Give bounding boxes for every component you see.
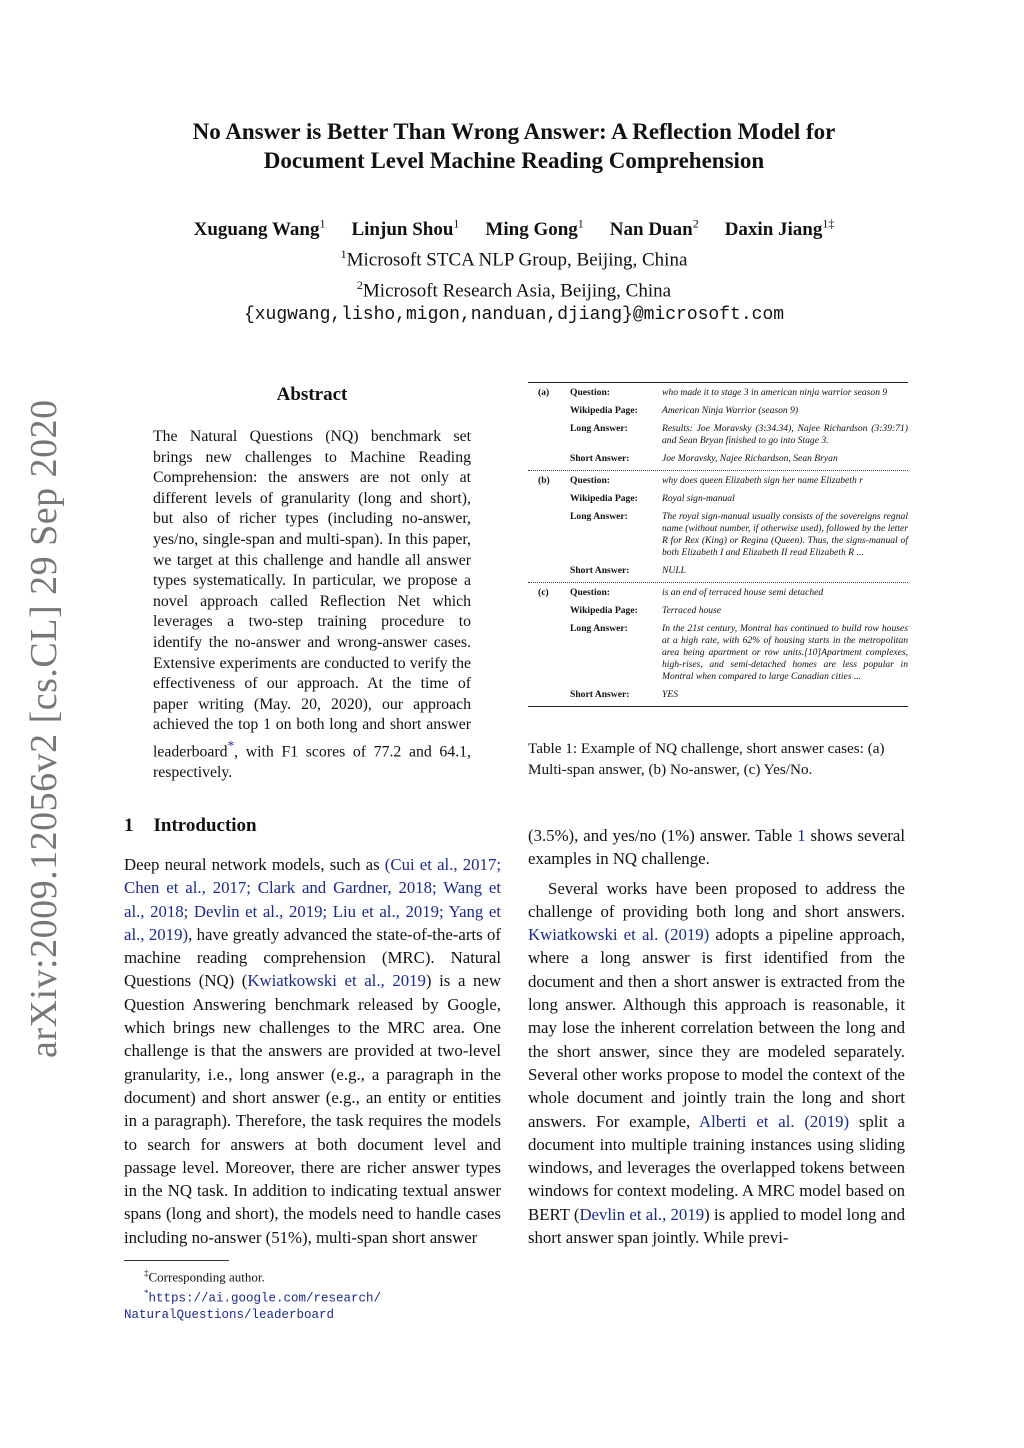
footnote-divider [124,1260,229,1261]
table-row [528,605,908,617]
table-row [528,423,908,447]
row-value: Terraced house [662,605,722,616]
intro-paragraph-2 [528,877,905,1250]
row-key: Question: [570,475,610,486]
table-example [528,470,908,582]
row-value: Results: Joe Moravsky (3:34.34), Najee Richardson (3:39:71) and Sean Bryan finished to go into Stage 3. [662,423,908,446]
citation-link[interactable]: (Cui et al., 2017; Chen et al., 2017; Clark and Gardner, 2018; Wang et al., 2018; Devlin et al., 2019; Liu et al., 2019; Yang et al., 2019) [124,855,501,944]
body-text: ) is applied to model long and short answer span jointly. While previ- [528,1204,905,1248]
table-bottom-rule [528,706,908,707]
citation-link[interactable]: Kwiatkowski et al., 2019 [247,971,426,991]
intro-paragraph-1 [124,853,501,1249]
paper-title [100,117,928,175]
intro-left-column [124,853,501,1249]
arxiv-identifier: arXiv:2009.12056v2 [cs.CL] 29 Sep 2020 [23,399,65,1058]
row-key: Wikipedia Page: [570,605,638,616]
author-name: Ming Gong$^1$ [485,217,584,241]
example-label: (c) [538,587,549,598]
body-text: Deep neural network models, such as [124,855,385,874]
footnote-corresponding-author: ‡Corresponding author. [144,1268,265,1285]
row-value: why does queen Elizabeth sign her name Elizabeth r [662,475,863,486]
row-key: Question: [570,587,610,598]
row-value: In the 21st century, Montral has continued to build row houses at a high rate, with 62% of housing starts in the metropolitan area being apartment or row units.[10]Apartment complexes, high-rises, and semi-detached homes are less popular in Montral when compared to large Canadian cities ... [662,623,908,682]
table-row [528,587,908,599]
abstract-heading: Abstract [276,384,348,405]
citation-link[interactable]: Alberti et al. (2019) [699,1111,850,1131]
row-value: YES [662,689,678,700]
row-value: NULL [662,565,686,576]
row-key: Long Answer: [570,511,628,522]
row-value: is an end of terraced house semi detached [662,587,824,598]
citation-link[interactable]: 1 [797,826,806,845]
body-text: split a document into multiple training instances using sliding windows, and leverages the overlapped tokens between windows for context modeling. A MRC model based on BERT ( [528,1111,906,1224]
paper-title-line1: No Answer is Better Than Wrong Answer: A Reflection Model for [192,119,836,144]
example-label: (b) [538,475,550,486]
citation-link[interactable]: Kwiatkowski et al. (2019) [528,925,710,945]
affiliation-2: $^2$Microsoft Research Asia, Beijing, China [356,277,672,301]
row-value: Royal sign-manual [662,493,735,504]
footnote-leaderboard-url[interactable]: *https://ai.google.com/research/ [144,1288,382,1306]
author-name: Linjun Shou$^1$ [351,217,460,241]
table-example [528,582,908,706]
footnote-leaderboard-url-cont[interactable]: NaturalQuestions/leaderboard [124,1307,335,1322]
table-1 [528,382,908,707]
table-row [528,511,908,559]
footnotes [124,1265,501,1323]
body-text: ) is a new Question Answering benchmark released by Google, which brings new challenges to the MRC area. One challenge is that the answers are provided at two-level granularity, i.e., long answer (e.g., a paragraph in the document) and short answer (e.g., an entity or entities in a paragraph). Therefore, the task requires the models to search for answers at both document level and passage level. Moreover, there are richer answer types in the NQ task. In addition to indicating textual answer spans (long and short), the models need to handle cases including no-answer (51%), multi-span short answer [124,971,501,1247]
affiliation-1: $^1$Microsoft STCA NLP Group, Beijing, China [340,247,688,271]
row-key: Wikipedia Page: [570,405,638,416]
table-row [528,565,908,577]
row-key: Long Answer: [570,623,628,634]
footnote-ref-leaderboard[interactable]: * [227,737,235,753]
row-value: who made it to stage 3 in american ninja warrior season 9 [662,387,888,398]
paper-title-line2: Document Level Machine Reading Comprehension [263,148,765,173]
intro-paragraph-1-continued [528,824,905,871]
citation-link[interactable]: Devlin et al., 2019 [579,1204,705,1224]
intro-right-column [528,824,905,1249]
table-row [528,623,908,683]
table-example [528,383,908,470]
row-key: Short Answer: [570,453,630,464]
table-row [528,475,908,487]
table-row [528,493,908,505]
example-label: (a) [538,387,550,398]
body-text: , have greatly advanced the state-of-the-arts of machine reading comprehension (MRC). Natural Questions (NQ) ( [124,924,501,991]
row-key: Short Answer: [570,565,630,576]
table-row [528,689,908,701]
row-value: American Ninja Warrior (season 9) [662,405,799,416]
table-1-caption: Table 1: Example of NQ challenge, short answer cases: (a) Multi-span answer, (b) No-answer, (c) Yes/No. [528,740,885,778]
row-key: Long Answer: [570,423,628,434]
row-key: Short Answer: [570,689,630,700]
section-heading-introduction: 1 Introduction [124,815,257,836]
table-row [528,453,908,465]
body-text: adopts a pipeline approach, where a long answer is first identified from the document and then a short answer is extracted from the long answer. Although this approach is reasonable, it may lose the inherent correlation between the long and the short answer, since they are modeled separately. Several other works propose to model the context of the whole document and jointly train the long and short answers. For example, [528,925,905,1131]
row-value: Joe Moravsky, Najee Richardson, Sean Bryan [662,453,838,464]
author-name: Xuguang Wang$^1$ [193,217,326,241]
author-emails: {xugwang,lisho,migon,nanduan,djiang}@microsoft.com [243,304,785,325]
body-text: shows several examples in NQ challenge. [528,826,905,869]
author-name: Daxin Jiang$^{1\ddagger}$ [724,217,835,241]
author-list [100,212,928,242]
row-key: Wikipedia Page: [570,493,638,504]
table-row [528,405,908,417]
row-value: The royal sign-manual usually consists of the sovereigns regnal name (without number, if otherwise used), followed by the letter R for Rex (King) or Regina (Queen). Thus, the signs-manual of both Elizabeth I and Elizabeth II read Elizabeth R ... [662,511,908,558]
author-name: Nan Duan$^2$ [609,217,699,241]
abstract-text: The Natural Questions (NQ) benchmark set brings new challenges to Machine Reading Comprehension: the answers are not only at different levels of granularity (long and short), but also of richer types (including no-answer, yes/no, single-span and multi-span). In this paper, we target at this challenge and handle all answer types systematically. In particular, we propose a novel approach called Reflection Net which leverages a two-step training procedure to identify the no-answer and wrong-answer cases. Extensive experiments are conducted to verify the effectiveness of our approach. At the time of paper writing (May. 20, 2020), our approach achieved the top 1 on both long and short answer leaderboard*, with F1 scores of 77.2 and 64.1, respectively. [153,428,471,781]
table-row [528,387,908,399]
row-key: Question: [570,387,610,398]
body-text: Several works have been proposed to address the challenge of providing both long and short answers. [528,878,905,921]
author-block [100,212,928,327]
body-text: (3.5%), and yes/no (1%) answer. Table [528,826,798,845]
